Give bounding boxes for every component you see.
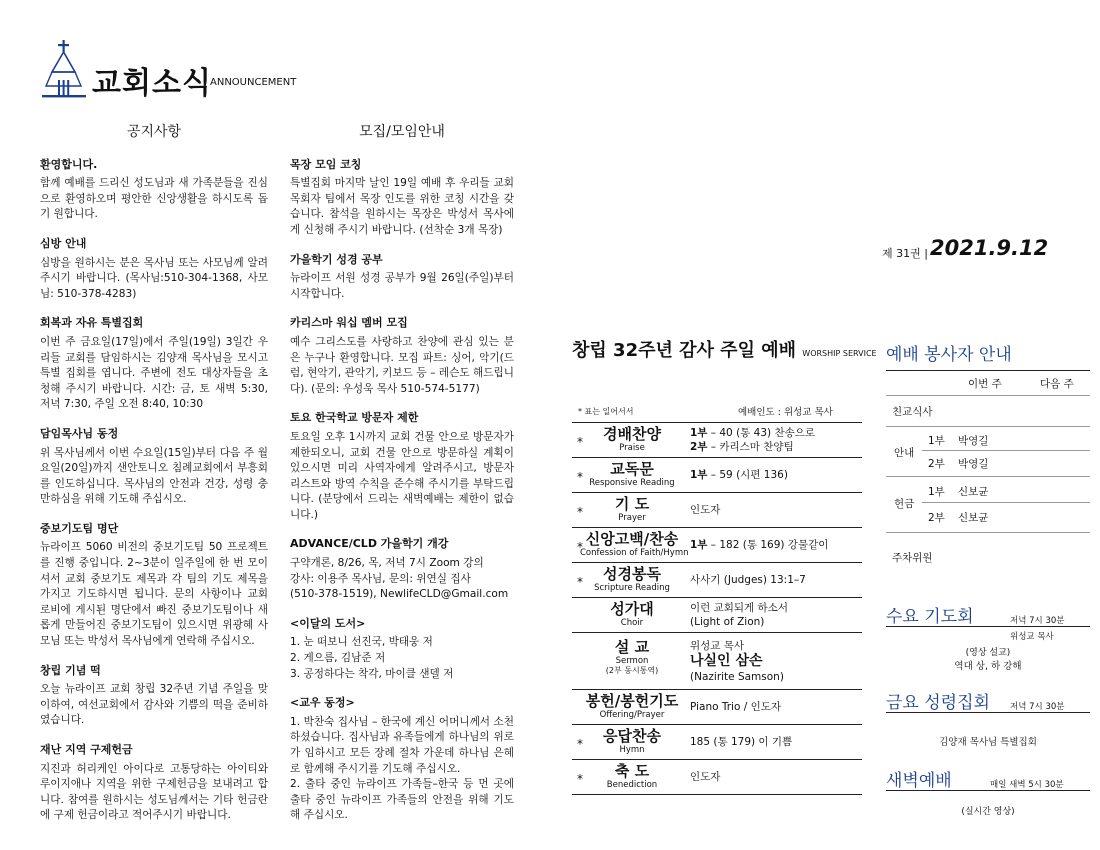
- notice-title: 환영합니다.: [40, 157, 98, 171]
- notice-title: 재난 지역 구제헌금: [40, 743, 133, 756]
- divider: [922, 502, 1090, 503]
- divider: [886, 626, 1090, 627]
- dawn-time: 매일 새벽 5시 30분: [990, 780, 1064, 790]
- notice-item: [40, 315, 268, 413]
- order-item-en: Prayer: [618, 513, 646, 523]
- fellowship-label: 친교식사: [892, 406, 933, 418]
- order-row: [572, 527, 862, 562]
- service-leader: 예배인도 : 위성교 목사: [738, 407, 833, 418]
- order-item-ko: 성가대: [610, 600, 654, 618]
- divider: [886, 395, 1090, 396]
- detail-text: – 59 (시편 136): [707, 469, 788, 481]
- notice-body: 심방을 원하시는 분은 목사님 또는 사모님께 알려 주시기 바랍니다. (목사님:510-304-1368, 사모님: 510-378-4283): [40, 256, 268, 300]
- recruit-title: ADVANCE/CLD 가을학기 개강: [290, 537, 449, 551]
- order-item-ko: 신앙고백/찬송: [585, 530, 679, 548]
- notice-title: 담임목사님 동정: [40, 426, 119, 440]
- wednesday-sub: (영상 설교): [965, 648, 1011, 658]
- next-week-header: 다음 주: [1040, 378, 1074, 390]
- order-item-en: Choir: [620, 618, 644, 628]
- order-item-ko: 축 도: [614, 762, 650, 780]
- offering-part1: 1부: [928, 486, 945, 498]
- order-detail: [690, 760, 720, 794]
- header-title: 교회소식: [92, 66, 212, 101]
- notice-body: 오늘 뉴라이프 교회 창립 32주년 기념 주일을 맞이하여, 여선교회에서 감사와 기쁨의 떡을 준비하였습니다.: [40, 683, 268, 727]
- detail-line: (Light of Zion): [690, 616, 765, 628]
- order-item-en: Benediction: [606, 780, 658, 790]
- service-title: [572, 336, 877, 362]
- issue-date: 2021.9.12: [930, 236, 1049, 260]
- guide-part1: 1부: [928, 435, 945, 447]
- order-item: [580, 693, 684, 720]
- recruit-item: [290, 252, 514, 303]
- order-detail: [690, 458, 788, 492]
- volunteers-title: 예배 봉사자 안내: [886, 345, 1012, 365]
- notice-item: [40, 157, 268, 223]
- order-detail: [690, 563, 806, 597]
- recruit-body: 1. 눈 떠보니 선진국, 박태웅 저 2. 게으름, 김남준 저 3. 공정하다는 착각, 마이클 샌델 저: [290, 636, 454, 680]
- order-row: [572, 422, 862, 457]
- guide-label: 안내: [894, 447, 915, 459]
- recruit-column: [290, 125, 514, 837]
- detail-part: 2부: [690, 441, 708, 453]
- order-item-en: Praise: [619, 443, 645, 453]
- page-header: [42, 40, 362, 100]
- recruit-title: 목장 모임 코칭: [290, 157, 362, 171]
- order-row: [572, 689, 862, 724]
- dawn-text: (실시간 영상): [961, 807, 1015, 817]
- notice-body: 함께 예배를 드리신 성도님과 새 가족분들을 진심으로 환영하오며 평안한 신앙생활을 하시도록 돕기 원합니다.: [40, 177, 268, 221]
- detail-line: (Nazirite Samson): [690, 670, 784, 683]
- standing-mark: *: [577, 772, 583, 786]
- order-item: [580, 566, 684, 593]
- detail-line: 이런 교회되게 하소서: [690, 602, 788, 614]
- offering-name1: 신보균: [958, 486, 989, 498]
- friday-title: 금요 성령집회: [886, 693, 990, 713]
- order-item-en: Offering/Prayer: [599, 710, 665, 720]
- order-detail: [690, 633, 784, 689]
- service-title-en: WORSHIP SERVICE: [802, 349, 877, 358]
- notice-item: [40, 236, 268, 302]
- order-detail: [690, 598, 788, 632]
- wednesday-time: 저녁 7시 30분: [1010, 616, 1065, 626]
- notice-item: [40, 663, 268, 729]
- wednesday-leader: 위성교 목사: [1010, 632, 1054, 642]
- guide-part2: 2부: [928, 458, 945, 470]
- order-row: [572, 562, 862, 597]
- standing-note: * 표는 일어서서: [578, 407, 634, 416]
- notice-title: 중보기도팀 명단: [40, 521, 119, 535]
- order-item-ko: 성경봉독: [603, 565, 661, 583]
- detail-line: 인도자: [690, 771, 721, 783]
- notice-body: 뉴라이프 5060 비전의 중보기도팀 50 프로젝트를 진행 중입니다. 2~3분이 일주일에 한 번 모이셔서 교회 중보기도 제목과 각 팀의 기도 제목을 가지고 기도하시면 됩니다. 문의 사항이나 교회 로비에 게시된 명단에서 빠진 중보기도팀이나 새롭게 만들어진 중보기도팀이 있으시면 위광혜 사모님 또는 박성서 목사님에게 연락해 주십시오.: [40, 541, 268, 648]
- order-row: [572, 457, 862, 492]
- divider: [922, 450, 1090, 451]
- wednesday-title: 수요 기도회: [886, 607, 974, 627]
- order-detail: [690, 423, 815, 457]
- recruit-title: <교우 동정>: [290, 696, 355, 710]
- order-detail: [690, 725, 792, 759]
- order-of-worship: [572, 422, 862, 795]
- detail-line: [690, 503, 720, 517]
- order-item-ko: 경배찬양: [603, 425, 661, 443]
- order-item: [580, 496, 684, 523]
- order-item: [580, 461, 684, 488]
- recruit-body: 뉴라이프 서원 성경 공부가 9월 26일(주일)부터 시작합니다.: [290, 272, 514, 300]
- parking-label: 주차위원: [892, 552, 933, 564]
- notice-body: 위 목사님께서 이번 수요일(15일)부터 다음 주 월요일(20일)까지 샌안토니오 침례교회에서 부흥회를 인도하십니다. 목사님의 안전과 건강, 성령 충만하심을 위해 기도해 주십시오.: [40, 446, 268, 506]
- order-item-extra: (2부 동시통역): [605, 666, 659, 675]
- order-item: [580, 601, 684, 628]
- notices-column: [40, 125, 268, 837]
- notices-heading: 공지사항: [126, 124, 182, 140]
- recruit-heading: 모집/모임안내: [359, 124, 445, 140]
- recruit-title: 토요 한국학교 방문자 제한: [290, 411, 419, 425]
- recruit-item: [290, 410, 514, 523]
- standing-mark: *: [577, 575, 583, 589]
- detail-text: – 182 (통 169) 강물같이: [707, 539, 829, 551]
- recruit-title: 카리스마 워십 멤버 모집: [290, 316, 408, 330]
- guide-name1: 박영길: [958, 435, 989, 447]
- detail-text: – 40 (통 43) 찬송으로: [707, 427, 816, 439]
- order-item-ko: 기 도: [614, 495, 650, 513]
- recruit-item: [290, 157, 514, 239]
- recruit-item: [290, 616, 514, 682]
- order-row: [572, 597, 862, 632]
- this-week-header: 이번 주: [968, 378, 1002, 390]
- order-item: [580, 763, 684, 790]
- detail-line: [690, 440, 815, 454]
- standing-mark: *: [577, 435, 583, 449]
- order-item-en: Confession of Faith/Hymn: [580, 548, 689, 558]
- standing-mark: *: [577, 737, 583, 751]
- order-item: [580, 728, 684, 755]
- detail-text: – 카리스마 찬양팀: [707, 441, 794, 453]
- friday-text: 김양재 목사님 특별집회: [939, 737, 1037, 748]
- order-item-ko: 교독문: [610, 460, 654, 478]
- order-item: [580, 639, 684, 676]
- detail-part: 1부: [690, 427, 708, 439]
- divider: [886, 532, 1090, 533]
- notice-title: 창립 기념 떡: [40, 663, 101, 677]
- guide-name2: 박영길: [958, 458, 989, 470]
- header-subtitle: ANNOUNCEMENT: [210, 77, 297, 88]
- standing-mark: *: [577, 505, 583, 519]
- detail-line: [690, 426, 815, 440]
- detail-text: 사사기 (Judges) 13:1–7: [690, 574, 806, 586]
- notice-body: 지진과 허리케인 아이다로 고통당하는 아이티와 루이지애나 지역을 위한 구제헌금을 보내려고 합니다. 참여를 원하시는 성도님께서는 기타 헌금란에 구제 헌금이라고 적어주시기 바랍니다.: [40, 762, 268, 822]
- recruit-body: 구약개론, 8/26, 목, 저녁 7시 Zoom 강의 강사: 이용주 목사님, 문의: 위연실 집사 (510-378-1519), NewlifeCLD@Gmail.com: [290, 557, 509, 601]
- issue-number: 제 31권 |: [882, 247, 928, 260]
- order-detail: [690, 690, 781, 724]
- order-item: [580, 530, 689, 558]
- detail-line: 185 (통 179) 이 기쁨: [690, 736, 793, 748]
- order-item-en: Scripture Reading: [594, 583, 670, 593]
- divider: [886, 476, 1090, 477]
- order-item-en: Sermon: [615, 656, 649, 666]
- order-detail: [690, 493, 720, 527]
- detail-line: 위성교 목사: [690, 639, 745, 652]
- divider: [886, 426, 1090, 427]
- dawn-title: 새벽예배: [886, 771, 952, 791]
- notice-title: 심방 안내: [40, 236, 87, 250]
- order-row: [572, 759, 862, 795]
- recruit-item: [290, 695, 514, 824]
- detail-part: 1부: [690, 469, 708, 481]
- order-item-ko: 봉헌/봉헌기도: [585, 692, 679, 710]
- standing-mark: *: [577, 540, 583, 554]
- offering-name2: 신보균: [958, 512, 989, 524]
- order-item: [580, 426, 684, 453]
- detail-line: [690, 573, 806, 587]
- order-row: [572, 492, 862, 527]
- order-item-ko: 응답찬송: [603, 727, 661, 745]
- order-item-en: Responsive Reading: [589, 478, 675, 488]
- church-icon: [42, 40, 86, 98]
- divider: [886, 370, 1090, 371]
- detail-line: [690, 468, 788, 482]
- recruit-body: 예수 그리스도를 사랑하고 찬양에 관심 있는 분은 누구나 환영합니다. 모집 파트: 싱어, 악기(드럼, 현악기, 관악기, 키보드 등 – 레슨도 해드립니다). (문의: 우성욱 목사 510-574-5177): [290, 335, 514, 395]
- notice-title: 회복과 자유 특별집회: [40, 316, 144, 330]
- recruit-body: 토요일 오후 1시까지 교회 건물 안으로 방문자가 제한되오니, 교회 건물 안으로 방문하실 계획이 있으시면 미리 사역자에게 알려주시고, 방문자 리스트와 방역 수칙을 준수해 주시기를 부탁드립니다. (분당에서 드리는 새벽예배는 제한이 없습니다.): [290, 430, 514, 521]
- detail-text: 인도자: [690, 504, 721, 516]
- order-row: [572, 724, 862, 759]
- divider: [886, 790, 1090, 791]
- recruit-title: 가을학기 성경 공부: [290, 252, 383, 266]
- recruit-item: [290, 315, 514, 397]
- order-item-en: Hymn: [619, 745, 645, 755]
- detail-line: [690, 538, 828, 552]
- wednesday-text: 역대 상, 하 강해: [954, 661, 1022, 672]
- recruit-title: <이달의 도서>: [290, 616, 366, 630]
- order-item-ko: 설 교: [614, 638, 650, 656]
- recruit-body: 특별집회 마지막 날인 19일 예배 후 우리들 교회 목회자 팀에서 목장 인도를 위한 코칭 시간을 갖습니다. 참석을 원하시는 목장은 박성서 목사에게 신청해 주시기 바랍니다. (선착순 3개 목장): [290, 177, 514, 236]
- notice-item: [40, 521, 268, 650]
- offering-part2: 2부: [928, 512, 945, 524]
- notice-item: [40, 426, 268, 508]
- notice-item: [40, 742, 268, 824]
- friday-time: 저녁 7시 30분: [1010, 702, 1065, 712]
- recruit-item: [290, 536, 514, 602]
- offering-label: 헌금: [894, 498, 915, 510]
- sermon-title: 나실인 삼손: [690, 652, 763, 669]
- notice-body: 이번 주 금요일(17일)에서 주일(19일) 3일간 우리들 교회를 담임하시는 김양재 목사님을 모시고 특별 집회를 엽니다. 주변에 전도 대상자들을 초청해 주시기 바랍니다. 시간: 금, 토 새벽 5:30, 저녁 7:30, 주일 오전 8:40, 10:30: [40, 335, 268, 411]
- detail-part: 1부: [690, 539, 708, 551]
- order-detail: [690, 528, 828, 562]
- standing-mark: *: [577, 470, 583, 484]
- divider: [886, 712, 1090, 713]
- order-row: [572, 632, 862, 689]
- recruit-body: 1. 박찬숙 집사님 – 한국에 계신 어머니께서 소천하셨습니다. 집사님과 유족들에게 하나님의 위로가 임하시고 모든 장례 절차 가운데 하나님 은혜로 함께해 주시기를 기도해 주십시오. 2. 출타 중인 뉴라이프 가족들–한국 등 먼 곳에 출타 중인 뉴라이프 가족들의 안전을 위해 기도해 주십시오.: [290, 715, 514, 822]
- service-title-ko: 창립 32주년 감사 주일 예배: [572, 340, 796, 361]
- detail-line: Piano Trio / 인도자: [690, 701, 782, 713]
